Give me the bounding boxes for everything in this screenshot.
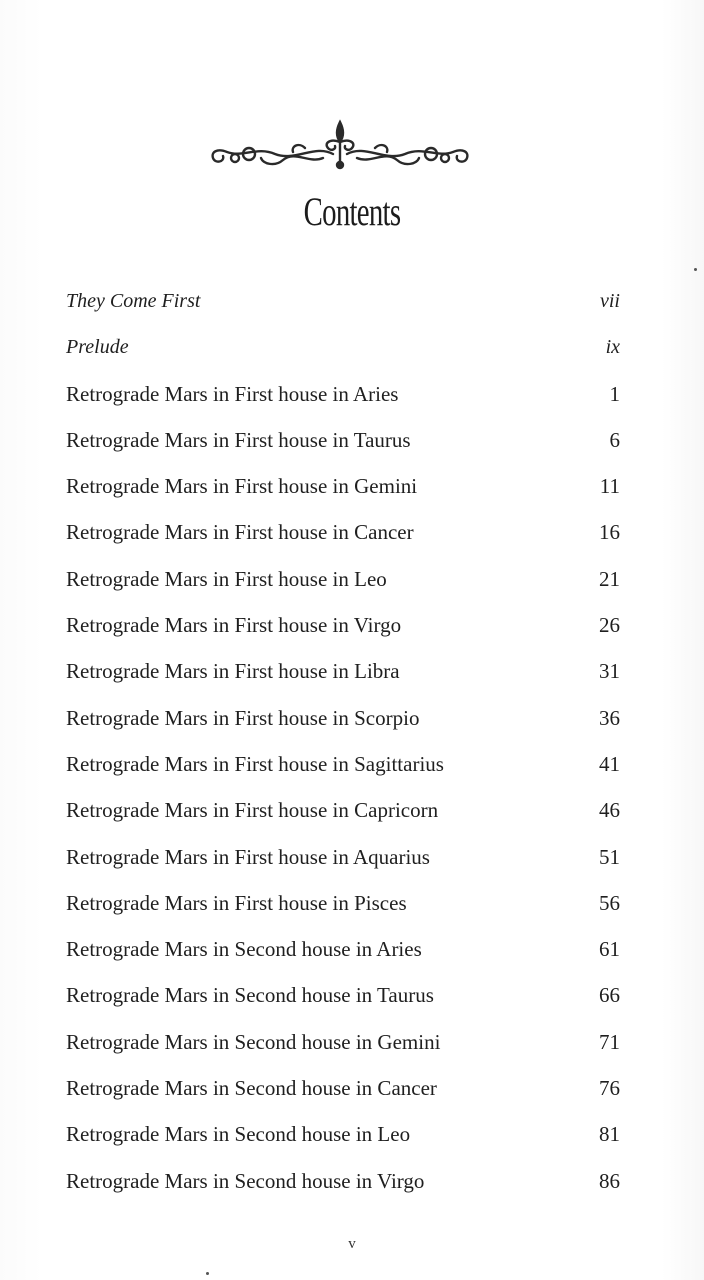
paper-speck xyxy=(206,1272,209,1275)
toc-entry-page-number: 66 xyxy=(599,983,620,1008)
toc-entry xyxy=(66,795,626,841)
toc-entry-title: Retrograde Mars in First house in Virgo xyxy=(66,613,402,638)
toc-entry-title: Retrograde Mars in First house in Cancer xyxy=(66,520,414,545)
toc-entry xyxy=(66,749,626,795)
toc-entry-page-number: 21 xyxy=(599,566,620,591)
toc-entry-page-number: 76 xyxy=(599,1076,620,1101)
toc-entry xyxy=(66,471,626,517)
toc-entry-title: Retrograde Mars in Second house in Cancer xyxy=(66,1076,437,1101)
toc-entry-page-number: 81 xyxy=(599,1122,620,1147)
toc-entry-page-number: 86 xyxy=(599,1168,620,1193)
toc-entry-title: Retrograde Mars in First house in Aquarius xyxy=(66,844,430,869)
toc-entry-title: Retrograde Mars in Second house in Aries xyxy=(66,937,422,962)
page-number: v xyxy=(348,1236,356,1252)
toc-entry-title: Prelude xyxy=(66,336,129,359)
toc-entry-title: Retrograde Mars in Second house in Leo xyxy=(66,1122,411,1147)
toc-entry-page-number: 31 xyxy=(599,659,620,684)
toc-entry-title: Retrograde Mars in Second house in Virgo xyxy=(66,1168,425,1193)
toc-entry-title: Retrograde Mars in First house in Capricorn xyxy=(66,798,439,823)
toc-entry-title: Retrograde Mars in First house in Libra xyxy=(66,659,400,684)
toc-entry xyxy=(66,332,626,378)
toc-entry-page-number: 1 xyxy=(609,381,620,406)
toc-entry-page-number: 16 xyxy=(599,520,620,545)
toc-entry-title: Retrograde Mars in Second house in Gemini xyxy=(66,1029,441,1054)
toc-entry xyxy=(66,1166,626,1212)
toc-entry-page-number: 56 xyxy=(599,890,620,915)
toc-entry xyxy=(66,379,626,425)
toc-entry-page-number: 26 xyxy=(599,613,620,638)
toc-entry xyxy=(66,286,626,332)
toc-entry-page-number: vii xyxy=(600,290,620,312)
toc-entry-page-number: 71 xyxy=(599,1029,620,1054)
toc-entry xyxy=(66,888,626,934)
toc-entry xyxy=(66,1027,626,1073)
toc-entry-title: Retrograde Mars in First house in Leo xyxy=(66,566,387,591)
toc-entry-title: Retrograde Mars in First house in Scorpio xyxy=(66,705,420,730)
toc-entry-page-number: 6 xyxy=(609,427,620,452)
toc-entry xyxy=(66,934,626,980)
toc-entry-page-number: 51 xyxy=(599,844,620,869)
toc-entry-title: Retrograde Mars in First house in Sagittarius xyxy=(66,751,444,776)
toc-entry xyxy=(66,425,626,471)
toc-entry-title: Retrograde Mars in First house in Gemini xyxy=(66,474,418,499)
toc-entry xyxy=(66,842,626,888)
toc-entry xyxy=(66,703,626,749)
toc-entry-page-number: 61 xyxy=(599,937,620,962)
toc-entry xyxy=(66,1119,626,1165)
toc-entry-title: Retrograde Mars in Second house in Taurus xyxy=(66,983,434,1008)
toc-entry xyxy=(66,1073,626,1119)
table-of-contents xyxy=(66,286,626,1212)
toc-entry-page-number: 36 xyxy=(599,705,620,730)
toc-entry-page-number: 46 xyxy=(599,798,620,823)
toc-entry xyxy=(66,517,626,563)
toc-entry xyxy=(66,610,626,656)
flourish-ornament-icon xyxy=(205,118,475,176)
toc-entry-page-number: ix xyxy=(605,336,620,359)
toc-entry-title: Retrograde Mars in First house in Taurus xyxy=(66,427,411,452)
toc-entry-page-number: 11 xyxy=(599,474,620,499)
page-title: Contents xyxy=(303,189,401,234)
toc-entry xyxy=(66,564,626,610)
toc-entry-title: Retrograde Mars in First house in Pisces xyxy=(66,890,407,915)
toc-entry xyxy=(66,980,626,1026)
paper-speck xyxy=(694,268,697,271)
toc-entry-page-number: 41 xyxy=(599,751,620,776)
toc-entry-title: Retrograde Mars in First house in Aries xyxy=(66,381,399,406)
toc-entry xyxy=(66,656,626,702)
toc-entry-title: They Come First xyxy=(66,290,201,312)
